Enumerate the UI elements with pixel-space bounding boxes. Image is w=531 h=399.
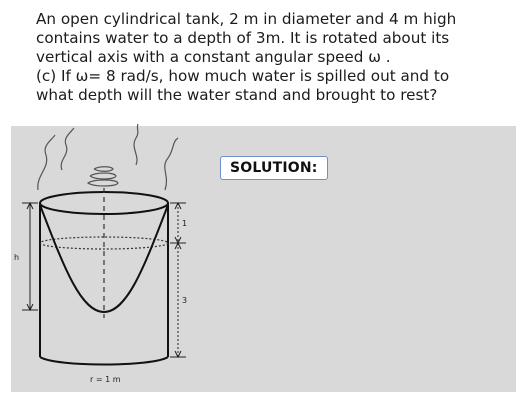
problem-line: vertical axis with a constant angular speed ω .	[36, 48, 391, 66]
paraboloid-surface	[40, 205, 168, 312]
rim-gap-label: 1	[182, 219, 188, 228]
water-depth-label: 3	[182, 296, 188, 305]
problem-line: what depth will the water stand and brought to rest?	[36, 86, 438, 104]
height-dimension	[22, 203, 38, 310]
problem-line: (c) If ω= 8 rad/s, how much water is spilled out and to	[36, 67, 450, 85]
problem-line: contains water to a depth of 3m. It is rotated about its	[36, 29, 450, 47]
problem-line: An open cylindrical tank, 2 m in diameter and 4 m high	[36, 10, 457, 28]
height-label: h	[14, 253, 20, 262]
solution-label: SOLUTION:	[220, 156, 328, 180]
rotation-swirl-icon	[38, 124, 178, 190]
radius-label: r = 1 m	[90, 375, 121, 384]
